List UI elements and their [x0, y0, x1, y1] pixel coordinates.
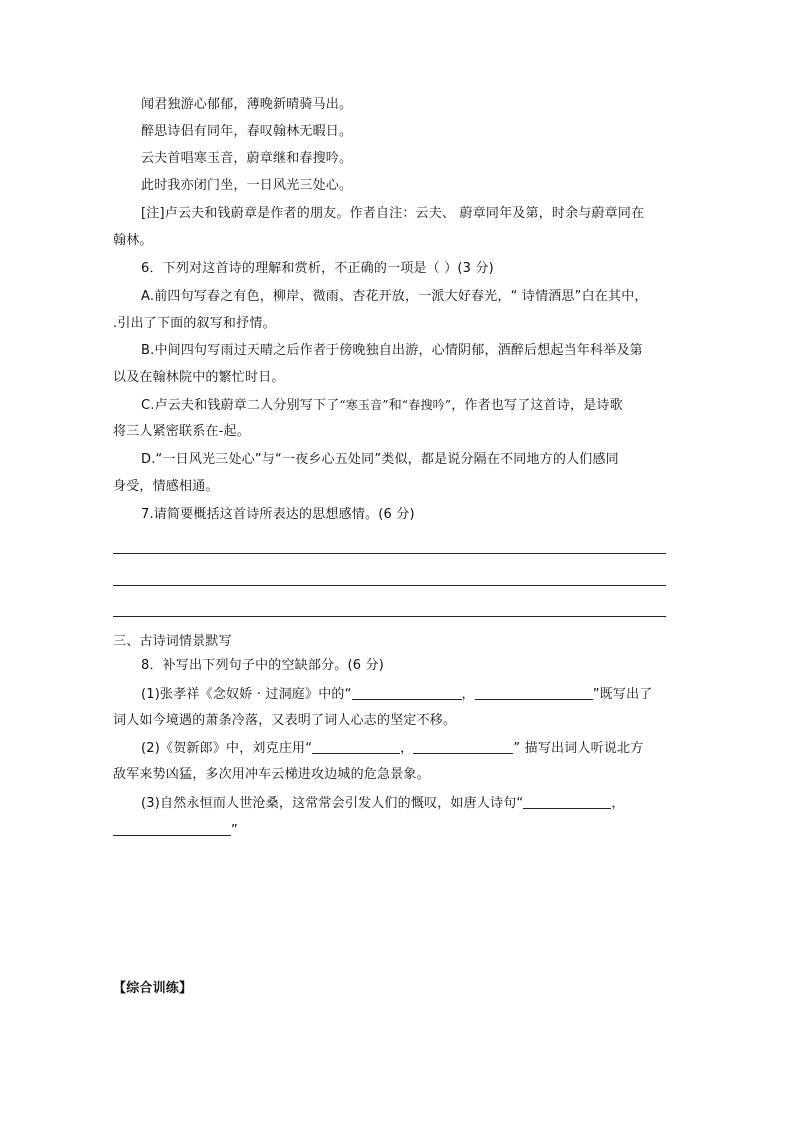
q8-part-3-prefix: (3)自然永恒而人世沧桑，这常常会引发人们的慨叹，如唐人诗句“ [141, 796, 524, 811]
option-c-line-1 [141, 397, 623, 414]
q8-part-2-line-1 [141, 740, 643, 757]
option-c-text-e: ，作者也写了这首诗，是诗歌 [451, 398, 623, 413]
option-c-quote-chunsouyin: “春搜吟” [401, 398, 452, 412]
poem-line-4: 此时我亦闭门坐，一日风光三处心。 [141, 178, 353, 193]
option-a-line-1: A.前四句写春之有色，柳岸、微雨、杏花开放，一派大好春光，“ 诗情酒思”白在其中， [141, 289, 648, 304]
q8-part-3-line-1 [141, 795, 625, 812]
question-8-stem: 8．补写出下列句子中的空缺部分。(6 分) [141, 658, 385, 673]
answer-line-2[interactable] [113, 585, 666, 586]
q8-part-1-blank-2[interactable] [475, 686, 593, 700]
q8-part-2-blank-2[interactable] [413, 740, 513, 754]
q8-part-2-prefix: (2)《贺新郎》中，刘克庄用“ [141, 741, 313, 756]
q8-part-2-blank-1[interactable] [312, 740, 400, 754]
q8-part-3-blank-1[interactable] [523, 795, 611, 809]
option-d-line-1: D.“一日风光三处心”与“一夜乡心五处同”类似，都是说分隔在不同地方的人们感同 [141, 452, 619, 467]
poem-note-line-2: 翰林。 [113, 233, 153, 248]
option-c-text-a: C.卢云夫和钱蔚章二人分别写下了 [141, 398, 340, 413]
q8-part-1-suffix: ”既写出了 [592, 687, 653, 702]
comprehensive-training-label: 【综合训练】 [113, 981, 193, 996]
answer-line-1[interactable] [113, 553, 666, 554]
q8-part-1-line-1 [141, 686, 653, 703]
q8-part-1-prefix: (1)张孝祥《念奴娇 · 过洞庭》中的“ [141, 687, 352, 702]
q8-part-2-separator: ， [400, 741, 414, 756]
option-b-line-2: 以及在翰林院中的繁忙时日。 [113, 370, 285, 385]
q8-part-1-blank-1[interactable] [352, 686, 462, 700]
option-b-line-1: B.中间四句写雨过天晴之后作者于傍晚独自出游，心情阴郁，酒醉后想起当年科举及第 [141, 343, 643, 358]
q8-part-1-line-2: 词人如今境遇的萧条冷落，又表明了词人心志的坚定不移。 [113, 713, 457, 728]
question-6-stem: 6．下列对这首诗的理解和赏析，不正确的一项是（ ）(3 分) [141, 261, 494, 276]
q8-part-3-line-2 [113, 822, 238, 839]
option-a-line-2: .引出了下面的叙写和抒情。 [113, 316, 276, 331]
option-c-text-he: 和 [388, 398, 402, 413]
poem-line-2: 醉思诗侣有同年，春叹翰林无暇日。 [141, 124, 353, 139]
section-3-heading: 三、古诗词情景默写 [113, 634, 232, 649]
answer-line-3[interactable] [113, 616, 666, 617]
poem-line-1: 闻君独游心郁郁，薄晚新晴骑马出。 [141, 97, 353, 112]
option-c-quote-hanyuyin: “寒玉音” [339, 398, 389, 412]
q8-part-3-separator: ， [611, 796, 625, 811]
q8-part-2-line-2: 敌军来势凶猛，多次用冲车云梯进攻边城的危急景象。 [113, 767, 430, 782]
q8-part-1-separator: ， [461, 687, 475, 702]
q8-part-3-close-quote: ” [231, 823, 238, 838]
poem-note-line-1: [注]卢云夫和钱蔚章是作者的朋友。作者自注：云夫、 蔚章同年及第，时余与蔚章同在 [141, 206, 645, 221]
question-7-stem: 7.请简要概括这首诗所表达的思想感情。(6 分) [141, 507, 415, 522]
option-c-line-2: 将三人紧密联系在-起。 [113, 424, 250, 439]
q8-part-2-suffix: ” 描写出词人听说北方 [513, 741, 644, 756]
q8-part-3-blank-2[interactable] [113, 822, 231, 836]
option-d-line-2: 身受，情感相通。 [113, 479, 219, 494]
poem-line-3: 云夫首唱寒玉音，蔚章继和春搜吟。 [141, 151, 353, 166]
